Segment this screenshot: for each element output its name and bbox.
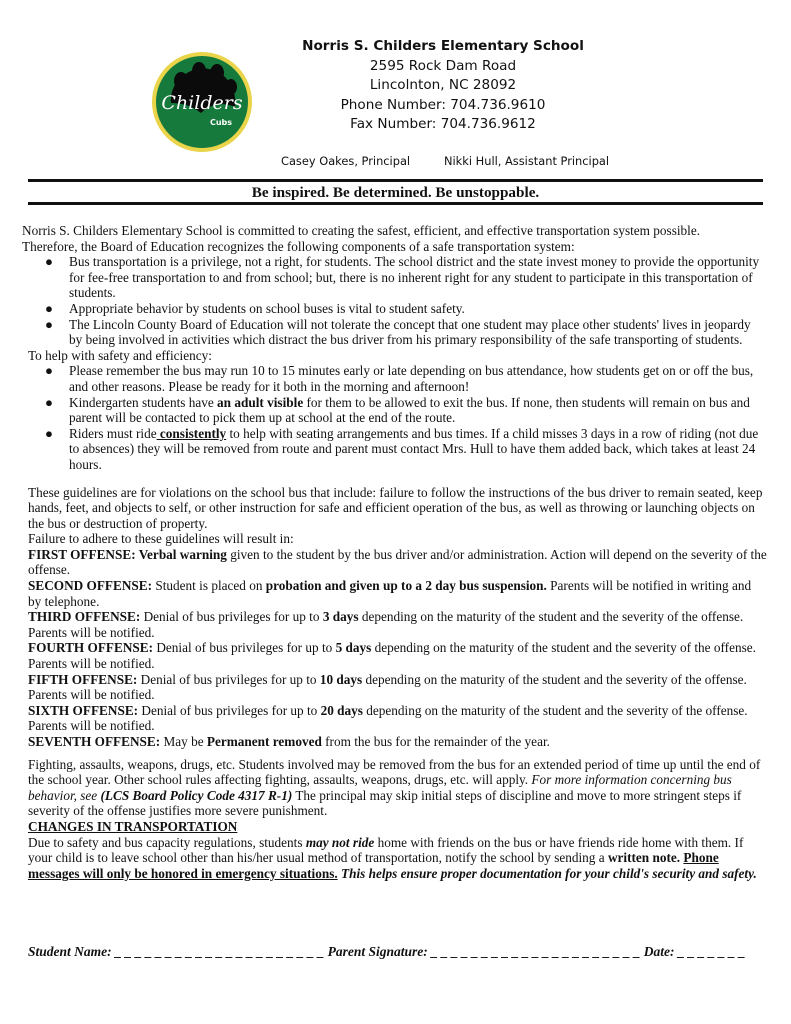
second-offense: SECOND OFFENSE: Student is placed on probation and given up to a 2 day bus suspension. Parents will be notified in writing and by telephone. xyxy=(28,578,752,609)
address-street: 2595 Rock Dam Road xyxy=(369,57,517,74)
signature-line xyxy=(28,944,768,960)
bottom-divider xyxy=(28,202,763,205)
bullet-icon: ● xyxy=(45,254,54,270)
intro-paragraph: Norris S. Childers Elementary School is committed to creating the safest, efficient, and effective transportation system possible. Therefore, the Board of Education recognizes the following components of a safe transportation system: xyxy=(22,223,701,254)
logo-script-text: Childers xyxy=(161,92,243,114)
bullet-icon: ● xyxy=(45,394,54,410)
first-offense: FIRST OFFENSE: Verbal warning given to the student by the bus driver and/or administration. Action will depend on the severity of the offense. xyxy=(28,546,767,578)
student-name-label: Student Name: xyxy=(28,944,116,959)
phone-number: Phone Number: 704.736.9610 xyxy=(340,96,546,113)
fax-number: Fax Number: 704.736.9612 xyxy=(350,116,536,133)
school-motto: Be inspired. Be determined. Be unstoppable. xyxy=(251,184,540,201)
parent-signature-label: Parent Signature: xyxy=(324,944,432,959)
bullet-icon: ● xyxy=(45,425,54,441)
fighting-paragraph: Fighting, assaults, weapons, drugs, etc. Students involved may be removed from the bus for an extended period of time up until the end of the school year. Other school rules affecting fighting, assaults, weapons, drugs, etc. will apply. For more information concerning bus behavior, see (LCS Board Policy Code 4317 R-1) The principal may skip initial steps of discipline and move to more stringent steps if severity of the offense justifies more severe punishment. xyxy=(28,756,761,819)
safety-list xyxy=(22,363,767,472)
school-contact-block xyxy=(292,37,594,135)
parent-signature-field[interactable]: _ _ _ _ _ _ _ _ _ _ _ _ _ _ _ _ _ _ _ _ _ xyxy=(431,944,641,959)
principal-name: Casey Oakes, Principal xyxy=(281,154,411,168)
fourth-offense: FOURTH OFFENSE: Denial of bus privileges for up to 5 days depending on the maturity of the student and the severity of the offense. Parents will be notified. xyxy=(28,640,756,672)
changes-heading: CHANGES IN TRANSPORTATION xyxy=(28,818,238,834)
adult-visible-emphasis: an adult visible xyxy=(217,394,304,410)
list-item: ● The Lincoln County Board of Education will not tolerate the concept that one student may place other students' lives in jeopardy by being involved in activities which distract the bus driver from his primary responsibility of the safe transporting of students. xyxy=(45,316,751,348)
date-label: Date: xyxy=(640,944,678,959)
failure-line: Failure to adhere to these guidelines will result in: xyxy=(28,531,294,547)
student-name-field[interactable]: _ _ _ _ _ _ _ _ _ _ _ _ _ _ _ _ _ _ _ _ _ xyxy=(115,944,325,959)
bullet-icon: ● xyxy=(45,300,54,316)
list-item: ● Appropriate behavior by students on school buses is vital to student safety. xyxy=(45,300,465,316)
third-offense: THIRD OFFENSE: Denial of bus privileges for up to 3 days depending on the maturity of the student and the severity of the offense. Parents will be notified. xyxy=(28,609,744,640)
list-item: ● Kindergarten students have an adult visible for them to be allowed to exit the bus. If none, then students will remain on bus and parent will be contacted to pick them up at school at the end of the route. xyxy=(45,394,750,426)
list-item: ● Bus transportation is a privilege, not a right, for students. The school district and the state invest money to provide the opportunity for fee-free transportation to and from school; but, there is no inherent right for any student to participate in this transportation of students. xyxy=(45,254,760,301)
seventh-offense: SEVENTH OFFENSE: May be Permanent removed from the bus for the remainder of the year. xyxy=(28,734,550,749)
school-name: Norris S. Childers Elementary School xyxy=(302,38,584,54)
logo-subtext: Cubs xyxy=(209,118,233,127)
policy-body xyxy=(22,223,767,881)
date-field[interactable]: _ _ _ _ _ _ _ xyxy=(677,944,746,959)
fifth-offense: FIFTH OFFENSE: Denial of bus privileges for up to 10 days depending on the maturity of the student and the severity of the offense. Parents will be notified. xyxy=(28,671,747,703)
letterhead xyxy=(0,0,791,180)
safety-heading: To help with safety and efficiency: xyxy=(28,347,212,363)
changes-paragraph: Due to safety and bus capacity regulations, students may not ride home with friends on the bus or have friends ride home with them. If your child is to leave school other than his/her usual method of transportation, notify the school by sending a written note. Phone messages will only be honored in emergency situations. This helps ensure proper documentation for your child's security and safety. xyxy=(28,834,757,881)
bullet-icon: ● xyxy=(45,363,54,379)
bullet-icon: ● xyxy=(45,316,54,332)
school-logo xyxy=(151,51,253,153)
assistant-principal-name: Nikki Hull, Assistant Principal xyxy=(444,154,610,168)
consistently-emphasis: consistently xyxy=(156,425,227,441)
components-list xyxy=(22,254,767,348)
list-item: ● Riders must ride consistently to help with seating arrangements and bus times. If a child misses 3 days in a row of riding (not due to absences) they will be removed from route and parent must contact Mrs. Hull to have them added back, which takes at least 24 hours. xyxy=(45,425,759,472)
address-city: Lincolnton, NC 28092 xyxy=(369,77,517,94)
list-item: ● Please remember the bus may run 10 to 15 minutes early or late depending on bus attendance, how students get on or off the bus, and other reasons. Please be ready for it both in the morning and afternoon! xyxy=(45,363,754,394)
top-divider xyxy=(28,179,763,182)
guidelines-paragraph: These guidelines are for violations on the school bus that include: failure to follow the instructions of the bus driver to remain seated, keep hands, feet, and objects to self, or other instruction for safe and efficient operation of the bus, as well as throwing or launching objects on the bus or destruction of property. xyxy=(28,484,763,531)
sixth-offense: SIXTH OFFENSE: Denial of bus privileges for up to 20 days depending on the maturity of the student and the severity of the offense. Parents will be notified. xyxy=(28,702,748,734)
